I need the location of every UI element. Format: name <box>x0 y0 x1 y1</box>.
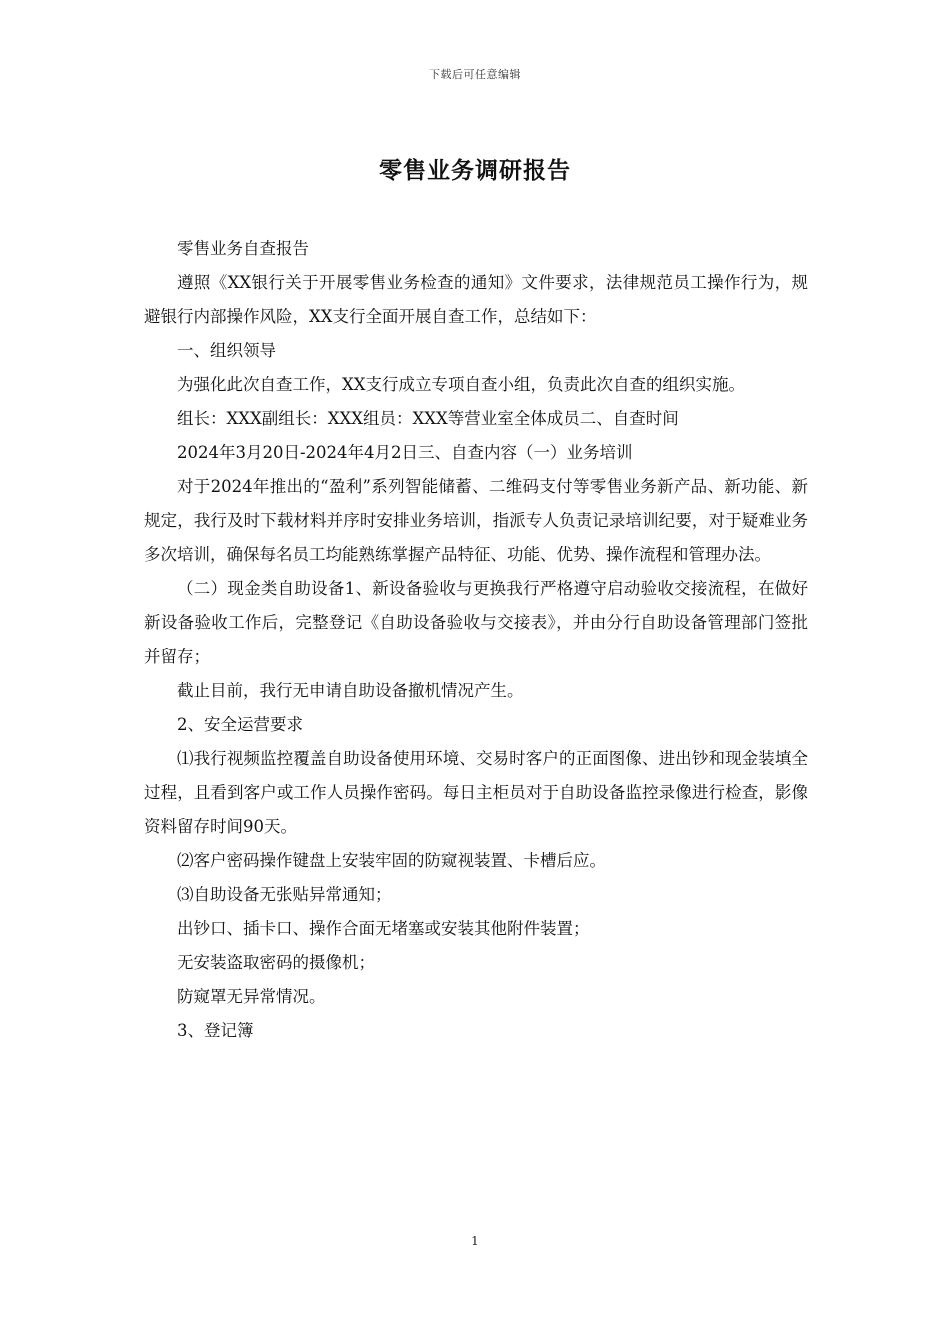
paragraph-17: 3、登记簿 <box>177 1021 254 1040</box>
page-header: 下载后可任意编辑 <box>429 68 521 81</box>
paragraph-8: （二）现金类自助设备1、新设备验收与更换我行严格遵守启动验收交接流程，在做好新设备验收工作后，完整登记《自助设备验收与交接表》，并由分行自助设备管理部门签批并留存； <box>144 579 808 666</box>
paragraph-7: 对于2024年推出的“盈利”系列智能储蓄、二维码支付等零售业务新产品、新功能、新规定，我行及时下载材料并序时安排业务培训，指派专人负责记录培训纪要，对于疑难业务多次培训，确保每名员工均能熟练掌握产品特征、功能、优势、操作流程和管理办法。 <box>144 477 808 564</box>
page-number: 1 <box>471 1234 479 1248</box>
paragraph-14: 出钞口、插卡口、操作合面无堵塞或安装其他附件装置； <box>177 919 590 938</box>
paragraph-15: 无安装盗取密码的摄像机； <box>177 953 375 972</box>
paragraph-5: 组长：XXX副组长：XXX组员：XXX等营业室全体成员二、自查时间 <box>177 409 679 428</box>
paragraph-11: ⑴我行视频监控覆盖自助设备使用环境、交易时客户的正面图像、进出钞和现金装填全过程，且看到客户或工作人员操作密码。每日主柜员对于自助设备监控录像进行检查，影像资料留存时间90天。 <box>144 749 808 836</box>
paragraph-9: 截止目前，我行无申请自助设备撤机情况产生。 <box>177 681 524 700</box>
paragraph-13: ⑶自助设备无张贴异常通知； <box>177 885 392 904</box>
paragraph-4: 为强化此次自查工作，XX支行成立专项自查小组，负责此次自查的组织实施。 <box>177 375 745 394</box>
paragraph-1: 零售业务自查报告 <box>177 239 309 258</box>
paragraph-10: 2、安全运营要求 <box>177 715 303 734</box>
document-body <box>144 232 808 1048</box>
document-title: 零售业务调研报告 <box>379 157 571 184</box>
paragraph-16: 防窥罩无异常情况。 <box>177 987 326 1006</box>
paragraph-2: 遵照《XX银行关于开展零售业务检查的通知》文件要求，法律规范员工操作行为，规避银行内部操作风险，XX支行全面开展自查工作，总结如下： <box>144 273 808 326</box>
paragraph-12: ⑵客户密码操作键盘上安装牢固的防窥视装置、卡槽后应。 <box>177 851 606 870</box>
paragraph-3: 一、组织领导 <box>177 341 276 360</box>
paragraph-6: 2024年3月20日-2024年4月2日三、自查内容（一）业务培训 <box>177 443 633 462</box>
